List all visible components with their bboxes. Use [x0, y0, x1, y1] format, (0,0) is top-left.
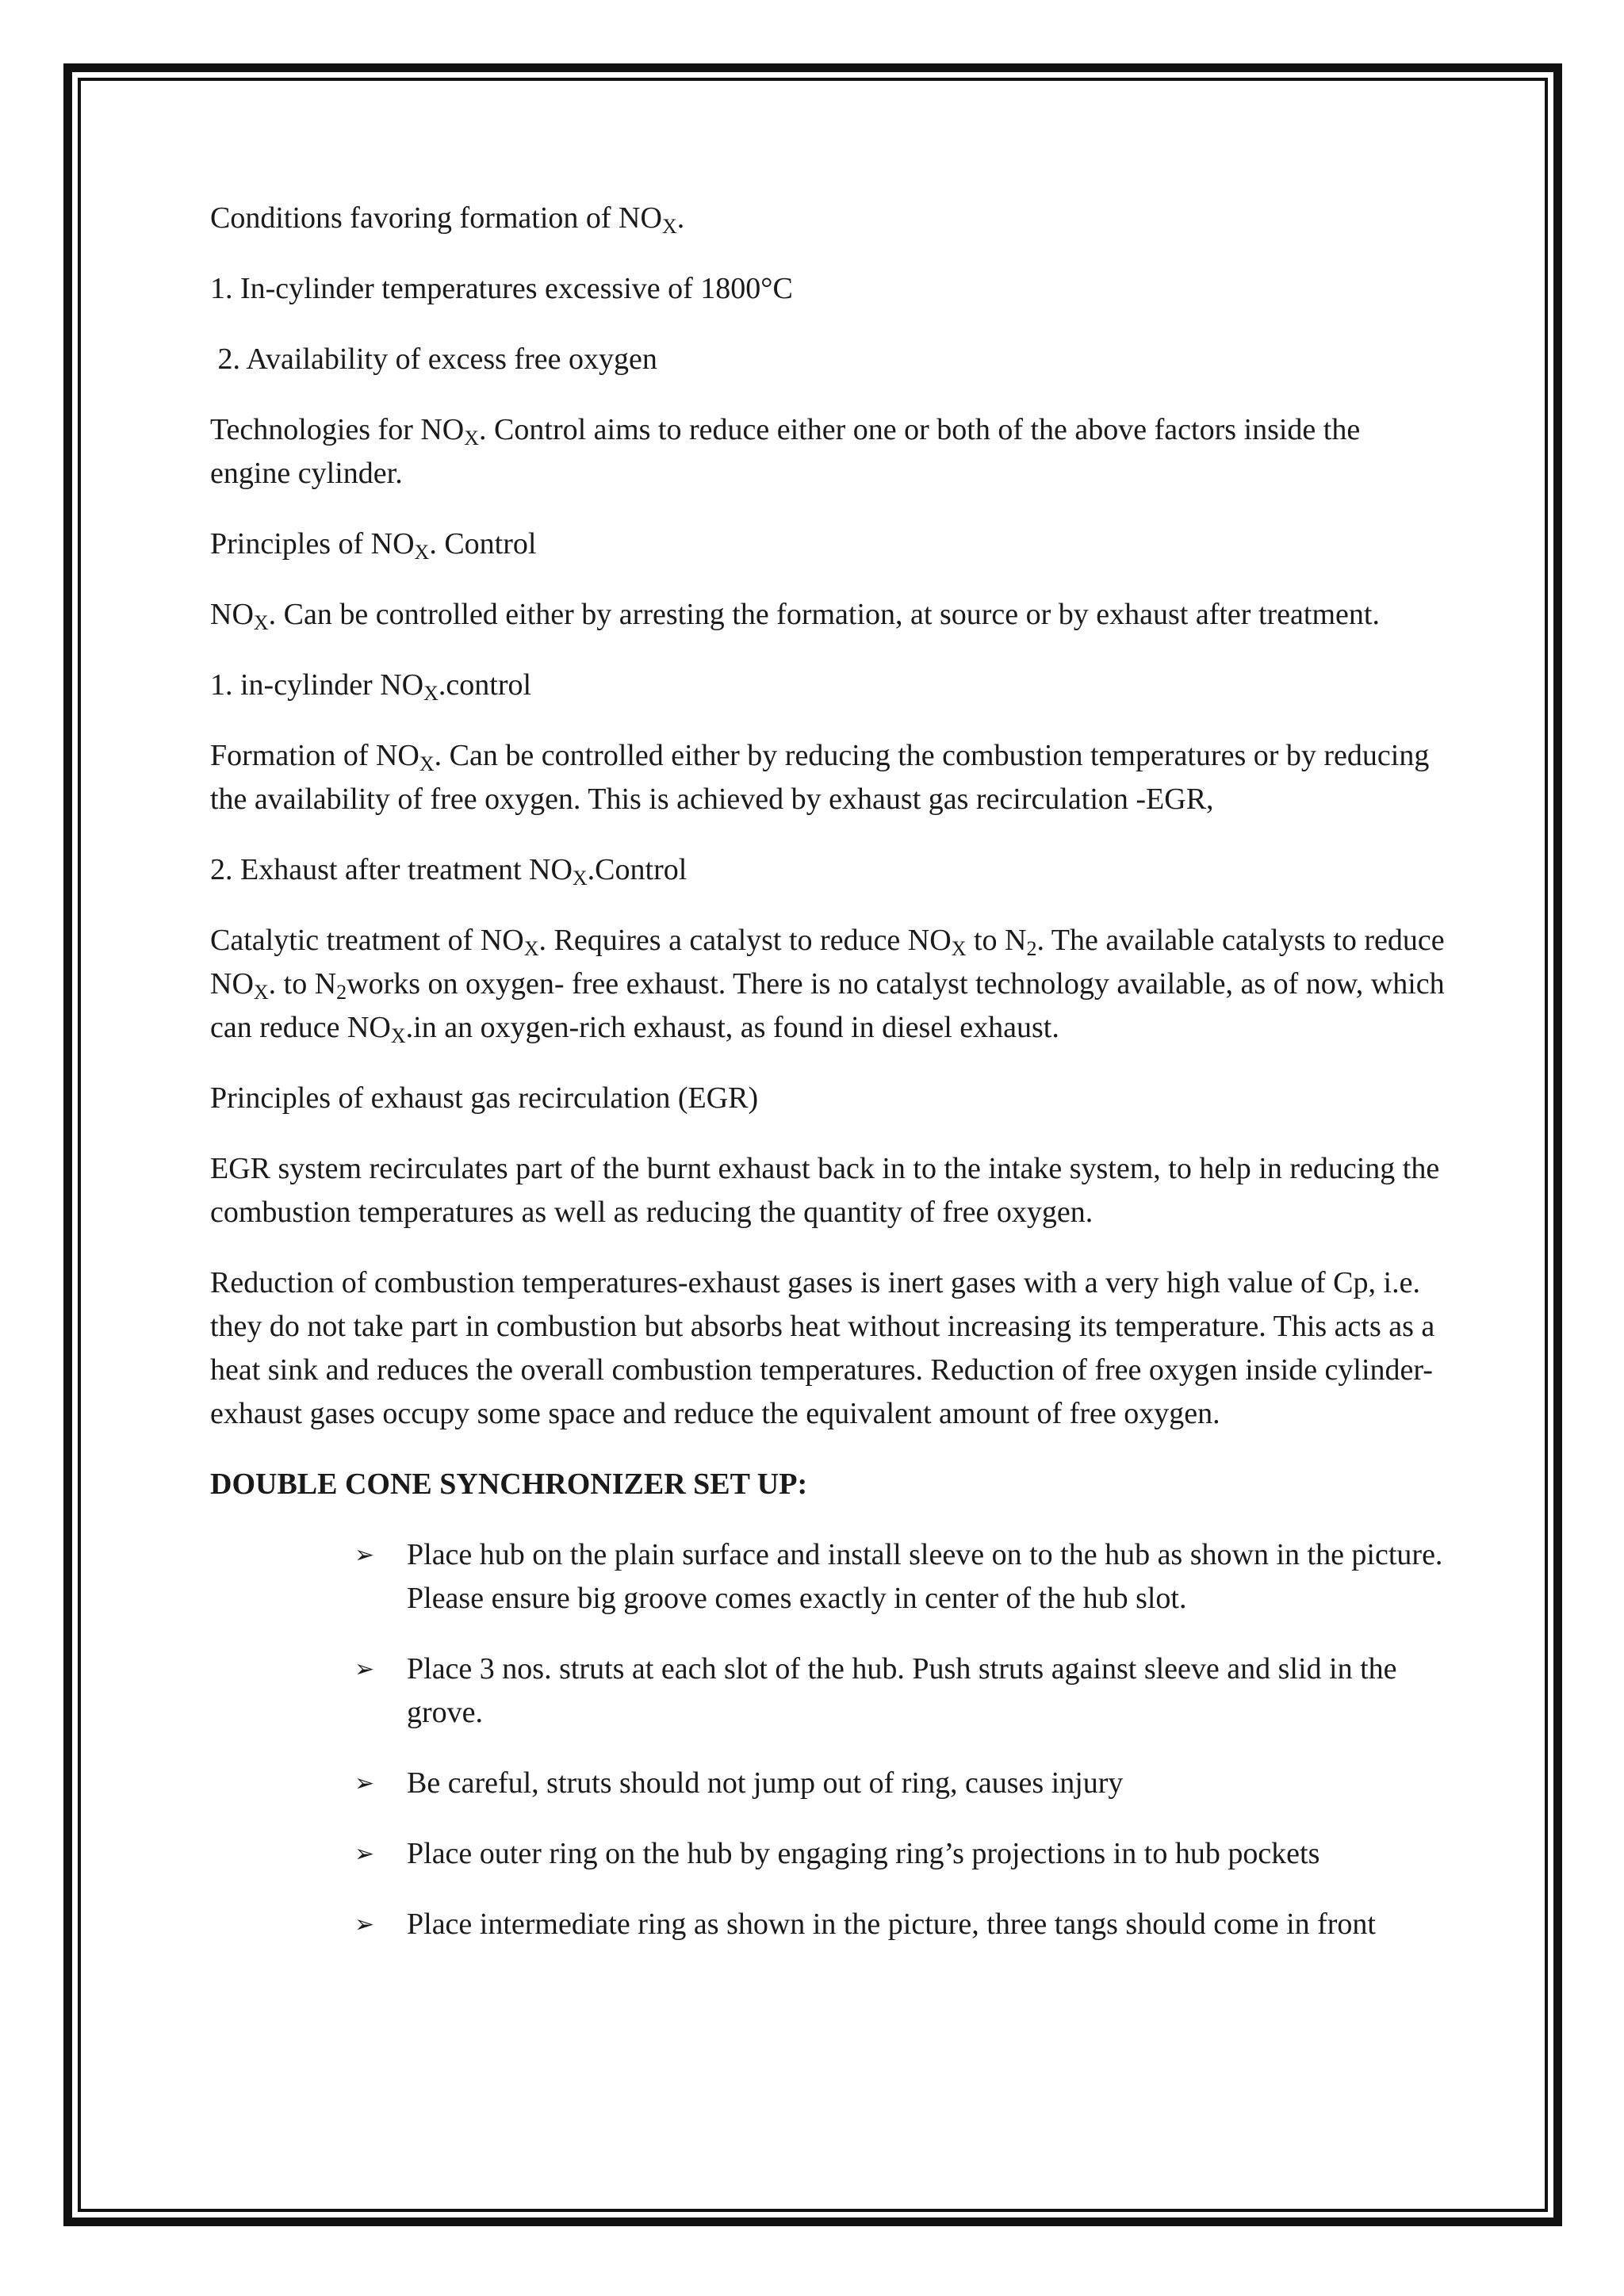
- text-run: works on oxygen- free exhaust. There is no catalyst technology available, as of now, which can reduce NO: [210, 967, 1445, 1044]
- subscript: X: [661, 215, 677, 238]
- paragraph-in-cylinder: [210, 664, 1447, 707]
- section-heading: DOUBLE CONE SYNCHRONIZER SET UP:: [210, 1468, 808, 1501]
- subscript: X: [951, 937, 967, 960]
- text-run: . Control: [429, 527, 537, 561]
- subscript: X: [572, 867, 588, 890]
- paragraph-nox-control: [210, 593, 1447, 637]
- list-item: [354, 1832, 1447, 1876]
- text-run: .Control: [587, 853, 688, 886]
- paragraph-reduction: Reduction of combustion temperatures-exhaust gases is inert gases with a very high value of Cp, i.e. they do not take part in combustion but absorbs heat without increasing its temperature. This acts as a heat sink and reduces the overall combustion temperatures. Reduction of free oxygen inside cylinder-exhaust gases occupy some space and reduce the equivalent amount of free oxygen.: [210, 1266, 1435, 1430]
- text-run: 1. in-cylinder NO: [210, 668, 424, 702]
- subscript: X: [419, 752, 435, 775]
- subscript: X: [523, 937, 539, 960]
- text-run: . Can be controlled either by arresting the formation, at source or by exhaust after treatment.: [268, 598, 1380, 631]
- text-run: Formation of NO: [210, 739, 419, 772]
- paragraph-principles-egr: Principles of exhaust gas recirculation (EGR): [210, 1081, 759, 1115]
- paragraph-egr-system: EGR system recirculates part of the burnt exhaust back in to the intake system, to help in reducing the combustion temperatures as well as reducing the quantity of free oxygen.: [210, 1152, 1440, 1229]
- text-run: Catalytic treatment of NO: [210, 924, 524, 957]
- list-item-text: Place intermediate ring as shown in the picture, three tangs should come in front: [407, 1908, 1376, 1941]
- text-run: . to N: [268, 967, 337, 1001]
- text-run: . Control aims to reduce either one or both of the above factors inside the engine cylinder.: [210, 413, 1361, 490]
- paragraph-technologies: [210, 408, 1447, 496]
- text-run: Conditions favoring formation of NO: [210, 201, 662, 235]
- list-item: [354, 1647, 1447, 1735]
- subscript: 2: [1026, 937, 1037, 960]
- text-run: . Requires a catalyst to reduce NO: [538, 924, 952, 957]
- paragraph-catalytic: [210, 919, 1447, 1050]
- text-run: Technologies for NO: [210, 413, 465, 446]
- subscript: X: [464, 427, 480, 450]
- arrow-bullet-icon: ➢: [354, 1770, 375, 1797]
- subscript: X: [390, 1024, 406, 1047]
- text-run: . The available catalysts to reduce NO: [210, 924, 1445, 1001]
- list-item-text: Place 3 nos. struts at each slot of the hub. Push struts against sleeve and slid in the grove.: [407, 1652, 1397, 1729]
- text-run: to N: [966, 924, 1027, 957]
- paragraph-exhaust-after-treatment: [210, 848, 1447, 892]
- list-item-text: Place hub on the plain surface and install sleeve on to the hub as shown in the picture. Please ensure big groove comes exactly in center of the hub slot.: [407, 1538, 1443, 1615]
- procedure-list: [210, 1533, 1447, 1946]
- list-item: [354, 1533, 1447, 1621]
- document-body: [210, 197, 1447, 1973]
- text-run: Principles of NO: [210, 527, 415, 561]
- text-run: 2. Exhaust after treatment NO: [210, 853, 573, 886]
- list-item-text: Be careful, struts should not jump out of ring, causes injury: [407, 1766, 1124, 1800]
- text-run: NO: [210, 598, 254, 631]
- paragraph-formation: [210, 734, 1447, 821]
- list-item: [354, 1903, 1447, 1946]
- list-item-text: Place outer ring on the hub by engaging ring’s projections in to hub pockets: [407, 1837, 1320, 1870]
- arrow-bullet-icon: ➢: [354, 1840, 375, 1868]
- list-item: [354, 1762, 1447, 1805]
- subscript: X: [253, 981, 269, 1004]
- text-run: . Can be controlled either by reducing the combustion temperatures or by reducing the availability of free oxygen. This is achieved by exhaust gas recirculation -EGR,: [210, 739, 1430, 816]
- subscript: 2: [336, 981, 347, 1004]
- subscript: X: [423, 682, 439, 705]
- arrow-bullet-icon: ➢: [354, 1541, 375, 1569]
- text-run: .: [676, 201, 685, 235]
- arrow-bullet-icon: ➢: [354, 1911, 375, 1938]
- subscript: X: [253, 611, 269, 634]
- paragraph-condition-1: 1. In-cylinder temperatures excessive of 1800°C: [210, 272, 793, 305]
- text-run: .control: [438, 668, 532, 702]
- subscript: X: [414, 541, 430, 564]
- paragraph-conditions: [210, 197, 1447, 240]
- arrow-bullet-icon: ➢: [354, 1655, 375, 1683]
- paragraph-principles-nox: [210, 522, 1447, 566]
- paragraph-condition-2: 2. Availability of excess free oxygen: [210, 342, 657, 376]
- text-run: .in an oxygen-rich exhaust, as found in diesel exhaust.: [405, 1011, 1059, 1044]
